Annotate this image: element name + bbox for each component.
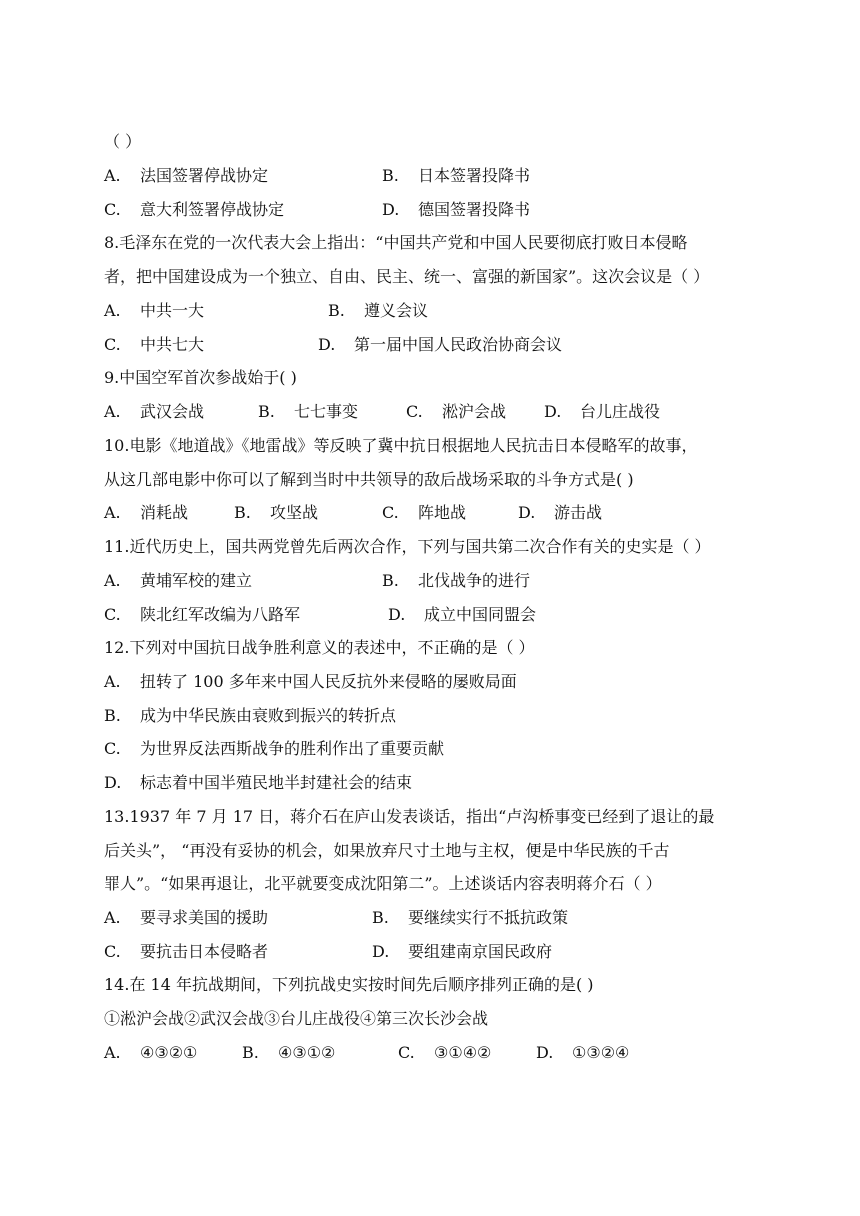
q10-option-a: A. 消耗战 (104, 503, 189, 522)
q10-option-b: B. 攻坚战 (234, 503, 319, 522)
q13-stem-line2: 后关头”， “再没有妥协的机会，如果放弃尺寸土地与主权，便是中华民族的千古 (104, 841, 670, 860)
q13-option-c: C. 要抗击日本侵略者 (104, 942, 269, 961)
q9-option-c: C. 淞沪会战 (406, 402, 507, 421)
q11-option-d: D. 成立中国同盟会 (388, 605, 537, 624)
q13-option-a: A. 要寻求美国的援助 (104, 908, 269, 927)
q11-option-c: C. 陕北红军改编为八路军 (104, 605, 301, 624)
q8-option-d: D. 第一届中国人民政治协商会议 (318, 335, 563, 354)
q7-answer-bracket: （ ） (104, 132, 142, 151)
q7-option-d: D. 德国签署投降书 (382, 200, 531, 219)
q12-stem: 12.下列对中国抗日战争胜利意义的表述中，不正确的是（ ） (104, 638, 535, 657)
q8-stem-line2: 者，把中国建设成为一个独立、自由、民主、统一、富强的新国家”。这次会议是（ ） (104, 267, 710, 286)
q7-option-c: C. 意大利签署停战协定 (104, 200, 285, 219)
q14-event-list: ①淞沪会战②武汉会战③台儿庄战役④第三次长沙会战 (104, 1009, 489, 1028)
q14-option-c: C. ③①④② (398, 1043, 492, 1062)
q10-option-c: C. 阵地战 (382, 503, 467, 522)
q13-option-b: B. 要继续实行不抵抗政策 (372, 908, 569, 927)
q9-option-d: D. 台儿庄战役 (544, 402, 661, 421)
q8-option-a: A. 中共一大 (104, 301, 205, 320)
q13-stem-line3: 罪人”。“如果再退让，北平就要变成沈阳第二”。上述谈话内容表明蒋介石（ ） (104, 874, 662, 893)
q8-option-c: C. 中共七大 (104, 335, 205, 354)
q12-option-b: B. 成为中华民族由衰败到振兴的转折点 (104, 706, 397, 725)
q13-option-d: D. 要组建南京国民政府 (372, 942, 553, 961)
q8-option-b: B. 遵义会议 (328, 301, 429, 320)
q10-stem-line2: 从这几部电影中你可以了解到当时中共领导的敌后战场采取的斗争方式是( ) (104, 470, 634, 489)
q11-option-b: B. 北伐战争的进行 (382, 571, 531, 590)
q14-option-d: D. ①③②④ (536, 1043, 630, 1062)
q12-option-a: A. 扭转了 100 多年来中国人民反抗外来侵略的屡败局面 (104, 672, 517, 691)
q12-option-d: D. 标志着中国半殖民地半封建社会的结束 (104, 773, 413, 792)
q9-option-a: A. 武汉会战 (104, 402, 205, 421)
q7-option-b: B. 日本签署投降书 (382, 166, 531, 185)
q11-stem: 11.近代历史上，国共两党曾先后两次合作，下列与国共第二次合作有关的史实是（ ） (104, 537, 711, 556)
q9-stem: 9.中国空军首次参战始于( ) (104, 368, 297, 387)
q7-option-a: A. 法国签署停战协定 (104, 166, 269, 185)
q14-stem: 14.在 14 年抗战期间，下列抗战史实按时间先后顺序排列正确的是( ) (104, 975, 594, 994)
q14-option-a: A. ④③②① (104, 1043, 198, 1062)
q10-stem-line1: 10.电影《地道战》《地雷战》等反映了冀中抗日根据地人民抗击日本侵略军的故事， (104, 436, 698, 455)
q11-option-a: A. 黄埔军校的建立 (104, 571, 253, 590)
q8-stem-line1: 8.毛泽东在党的一次代表大会上指出：“中国共产党和中国人民要彻底打败日本侵略 (104, 233, 688, 252)
q9-option-b: B. 七七事变 (258, 402, 359, 421)
q10-option-d: D. 游击战 (518, 503, 603, 522)
q13-stem-line1: 13.1937 年 7 月 17 日，蒋介石在庐山发表谈话，指出“卢沟桥事变已经到了退让的最 (104, 807, 715, 826)
q12-option-c: C. 为世界反法西斯战争的胜利作出了重要贡献 (104, 739, 445, 758)
q14-option-b: B. ④③①② (242, 1043, 336, 1062)
